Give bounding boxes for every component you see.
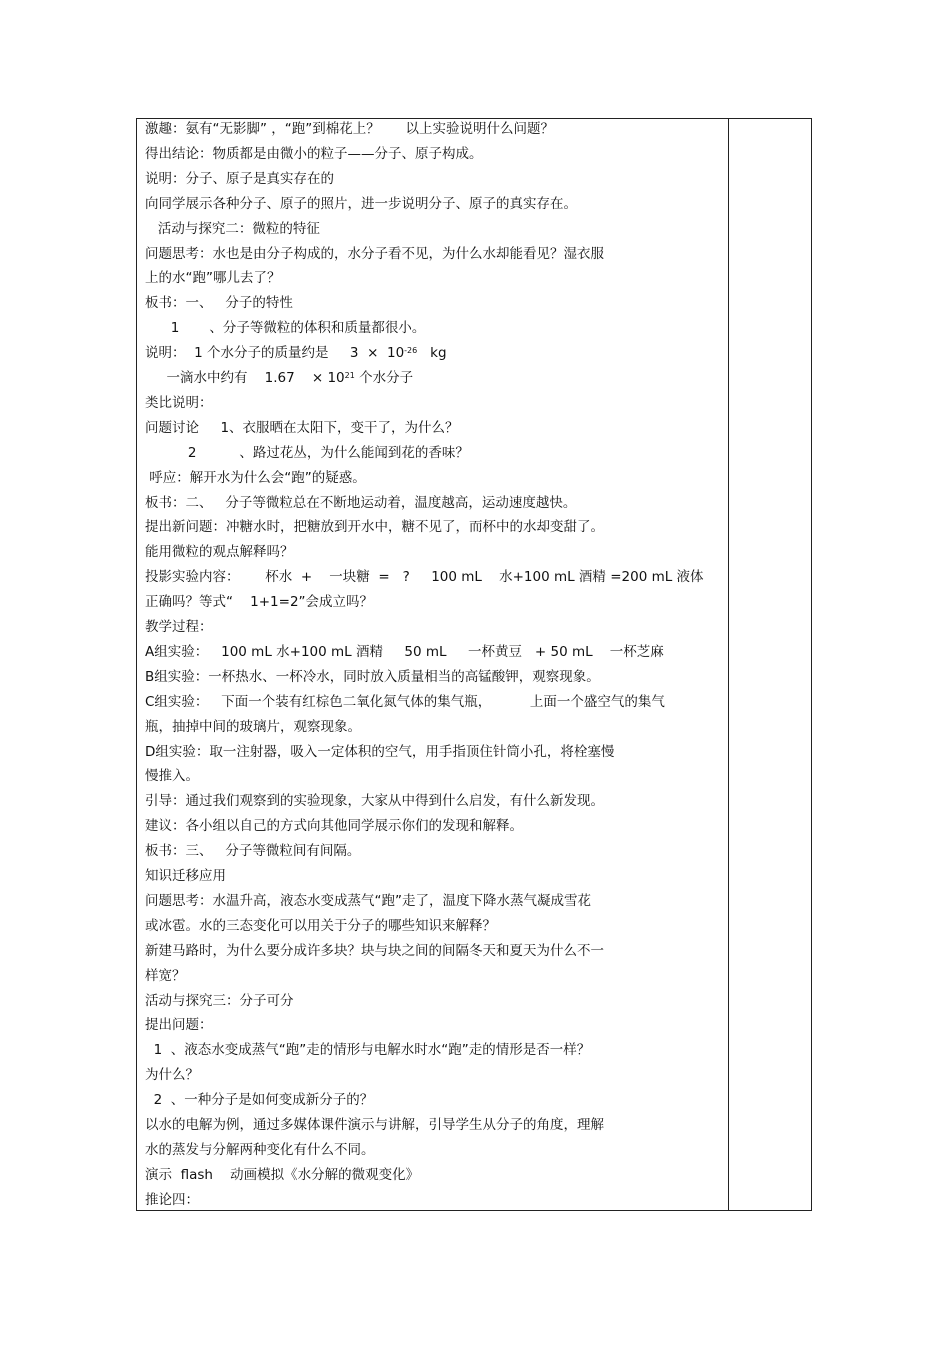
text-line bbox=[145, 445, 469, 461]
text-line bbox=[145, 295, 293, 311]
lesson-content-cell bbox=[145, 119, 720, 1210]
text-line bbox=[145, 993, 294, 1009]
line-text: 新建马路时，为什么要分成许多块？块与块之间的间隔冬天和夏天为什么不一 bbox=[145, 942, 604, 959]
line-text: 1 、分子等微粒的体积和质量都很小。 bbox=[145, 320, 426, 337]
text-line bbox=[145, 768, 199, 784]
text-line bbox=[145, 619, 213, 635]
text-line bbox=[145, 968, 186, 984]
text-line bbox=[145, 121, 554, 137]
text-line bbox=[145, 744, 614, 760]
text-line bbox=[145, 569, 704, 585]
text-line bbox=[145, 196, 577, 212]
line-text: 提出新问题：冲糖水时，把糖放到开水中，糖不见了，而杯中的水却变甜了。 bbox=[145, 519, 604, 536]
line-text: 说明：分子、原子是真实存在的 bbox=[145, 170, 334, 187]
line-text: D组实验：取一注射器，吸入一定体积的空气，用手指顶住针筒小孔，将栓塞慢 bbox=[145, 743, 615, 760]
text-line bbox=[145, 146, 483, 162]
line-text: 板书：三、 分子等微粒间有间隔。 bbox=[145, 843, 361, 860]
line-text: 或冰雹。水的三态变化可以用关于分子的哪些知识来解释？ bbox=[145, 917, 496, 934]
line-text: 样宽？ bbox=[145, 967, 186, 984]
line-text: 2 、一种分子是如何变成新分子的？ bbox=[145, 1092, 374, 1109]
text-line bbox=[145, 495, 576, 511]
text-line bbox=[145, 1017, 213, 1033]
line-text-tail: kg bbox=[417, 345, 447, 362]
line-text: 类比说明： bbox=[145, 394, 213, 411]
line-text: 2 、路过花丛，为什么能闻到花的香味？ bbox=[145, 444, 469, 461]
text-line bbox=[145, 1192, 199, 1208]
line-text: B组实验：一杯热水、一杯冷水，同时放入质量相当的高锰酸钾，观察现象。 bbox=[145, 668, 600, 685]
line-text: 1 、液态水变成蒸气“跑”走的情形与电解水时水“跑”走的情形是否一样？ bbox=[145, 1042, 591, 1059]
line-text: 问题思考：水温升高，液态水变成蒸气“跑”走了，温度下降水蒸气凝成雪花 bbox=[145, 892, 591, 909]
text-line bbox=[145, 594, 373, 610]
text-line bbox=[145, 719, 361, 735]
text-line bbox=[145, 270, 281, 286]
line-text: 说明： 1 个水分子的质量约是 3 × 10 bbox=[145, 345, 405, 362]
text-line bbox=[145, 669, 600, 685]
line-text: 上的水“跑”哪儿去了？ bbox=[145, 270, 281, 287]
line-text-tail: 个水分子 bbox=[354, 370, 414, 386]
line-text: 水的蒸发与分解两种变化有什么不同。 bbox=[145, 1141, 375, 1158]
exponent: 21 bbox=[344, 371, 355, 380]
text-line bbox=[145, 918, 496, 934]
text-line bbox=[145, 843, 360, 859]
exponent: -26 bbox=[404, 346, 418, 356]
text-line bbox=[145, 943, 604, 959]
text-line bbox=[145, 246, 604, 262]
line-text: 瓶，抽掉中间的玻璃片，观察现象。 bbox=[145, 718, 361, 735]
text-line bbox=[145, 470, 366, 486]
line-text: 教学过程： bbox=[145, 619, 213, 635]
text-line bbox=[145, 1167, 419, 1183]
text-line bbox=[145, 1092, 373, 1108]
text-line bbox=[145, 1042, 590, 1058]
text-line bbox=[145, 221, 320, 237]
line-text: 活动与探究二：微粒的特征 bbox=[145, 220, 320, 237]
line-text: 向同学展示各种分子、原子的照片，进一步说明分子、原子的真实存在。 bbox=[145, 195, 577, 212]
line-text: 得出结论：物质都是由微小的粒子——分子、原子构成。 bbox=[145, 145, 483, 162]
text-line bbox=[145, 420, 459, 436]
text-line bbox=[145, 1067, 199, 1083]
text-line bbox=[145, 1142, 375, 1158]
line-text: 推论四： bbox=[145, 1191, 199, 1208]
line-text: 一滴水中约有 1.67 × 10 bbox=[145, 370, 345, 386]
text-line bbox=[145, 320, 425, 336]
line-text: 慢推入。 bbox=[145, 768, 199, 785]
line-text: 知识迁移应用 bbox=[145, 868, 226, 884]
line-text: A组实验： 100 mL 水+100 mL 酒精 50 mL 一杯黄豆 + 50 mL 一杯芝麻 bbox=[145, 643, 664, 660]
text-line bbox=[145, 171, 334, 187]
line-text: 演示 flash 动画模拟《水分解的微观变化》 bbox=[145, 1166, 420, 1183]
line-text: C组实验： 下面一个装有红棕色二氧化氮气体的集气瓶， 上面一个盛空气的集气 bbox=[145, 693, 665, 710]
line-text: 板书：一、 分子的特性 bbox=[145, 295, 293, 312]
line-text: 投影实验内容： 杯水 + 一块糖 = ? 100 mL 水+100 mL 酒精 =200 mL 液体 bbox=[145, 569, 704, 586]
text-line bbox=[145, 345, 447, 361]
text-line bbox=[145, 519, 604, 535]
text-line bbox=[145, 644, 664, 660]
text-line bbox=[145, 694, 665, 710]
line-text: 为什么？ bbox=[145, 1067, 199, 1084]
text-line bbox=[145, 1117, 604, 1133]
text-line bbox=[145, 818, 523, 834]
line-text: 提出问题： bbox=[145, 1017, 213, 1034]
column-divider bbox=[728, 119, 729, 1210]
line-text: 板书：二、 分子等微粒总在不断地运动着，温度越高，运动速度越快。 bbox=[145, 494, 577, 511]
lesson-table bbox=[136, 118, 812, 1211]
line-text: 引导：通过我们观察到的实验现象，大家从中得到什么启发，有什么新发现。 bbox=[145, 793, 604, 810]
line-text: 能用微粒的观点解释吗？ bbox=[145, 544, 294, 561]
text-line bbox=[145, 793, 604, 809]
line-text: 问题思考：水也是由分子构成的，水分子看不见，为什么水却能看见？湿衣服 bbox=[145, 245, 604, 262]
text-line bbox=[145, 893, 591, 909]
text-line bbox=[145, 370, 413, 386]
text-line bbox=[145, 868, 226, 884]
line-text: 以水的电解为例，通过多媒体课件演示与讲解，引导学生从分子的角度，理解 bbox=[145, 1117, 604, 1133]
text-line bbox=[145, 544, 294, 560]
text-line bbox=[145, 395, 213, 411]
line-text: 激趣：氨有“无影脚” ，“跑”到棉花上？ 以上实验说明什么问题？ bbox=[145, 121, 555, 137]
line-text: 问题讨论 1、衣服晒在太阳下，变干了，为什么？ bbox=[145, 419, 459, 436]
line-text: 正确吗？等式“ 1+1=2”会成立吗？ bbox=[145, 594, 374, 611]
line-text: 建议：各小组以自己的方式向其他同学展示你们的发现和解释。 bbox=[145, 818, 523, 835]
line-text: 活动与探究三：分子可分 bbox=[145, 992, 294, 1009]
line-text: 呼应：解开水为什么会“跑”的疑惑。 bbox=[145, 469, 366, 486]
